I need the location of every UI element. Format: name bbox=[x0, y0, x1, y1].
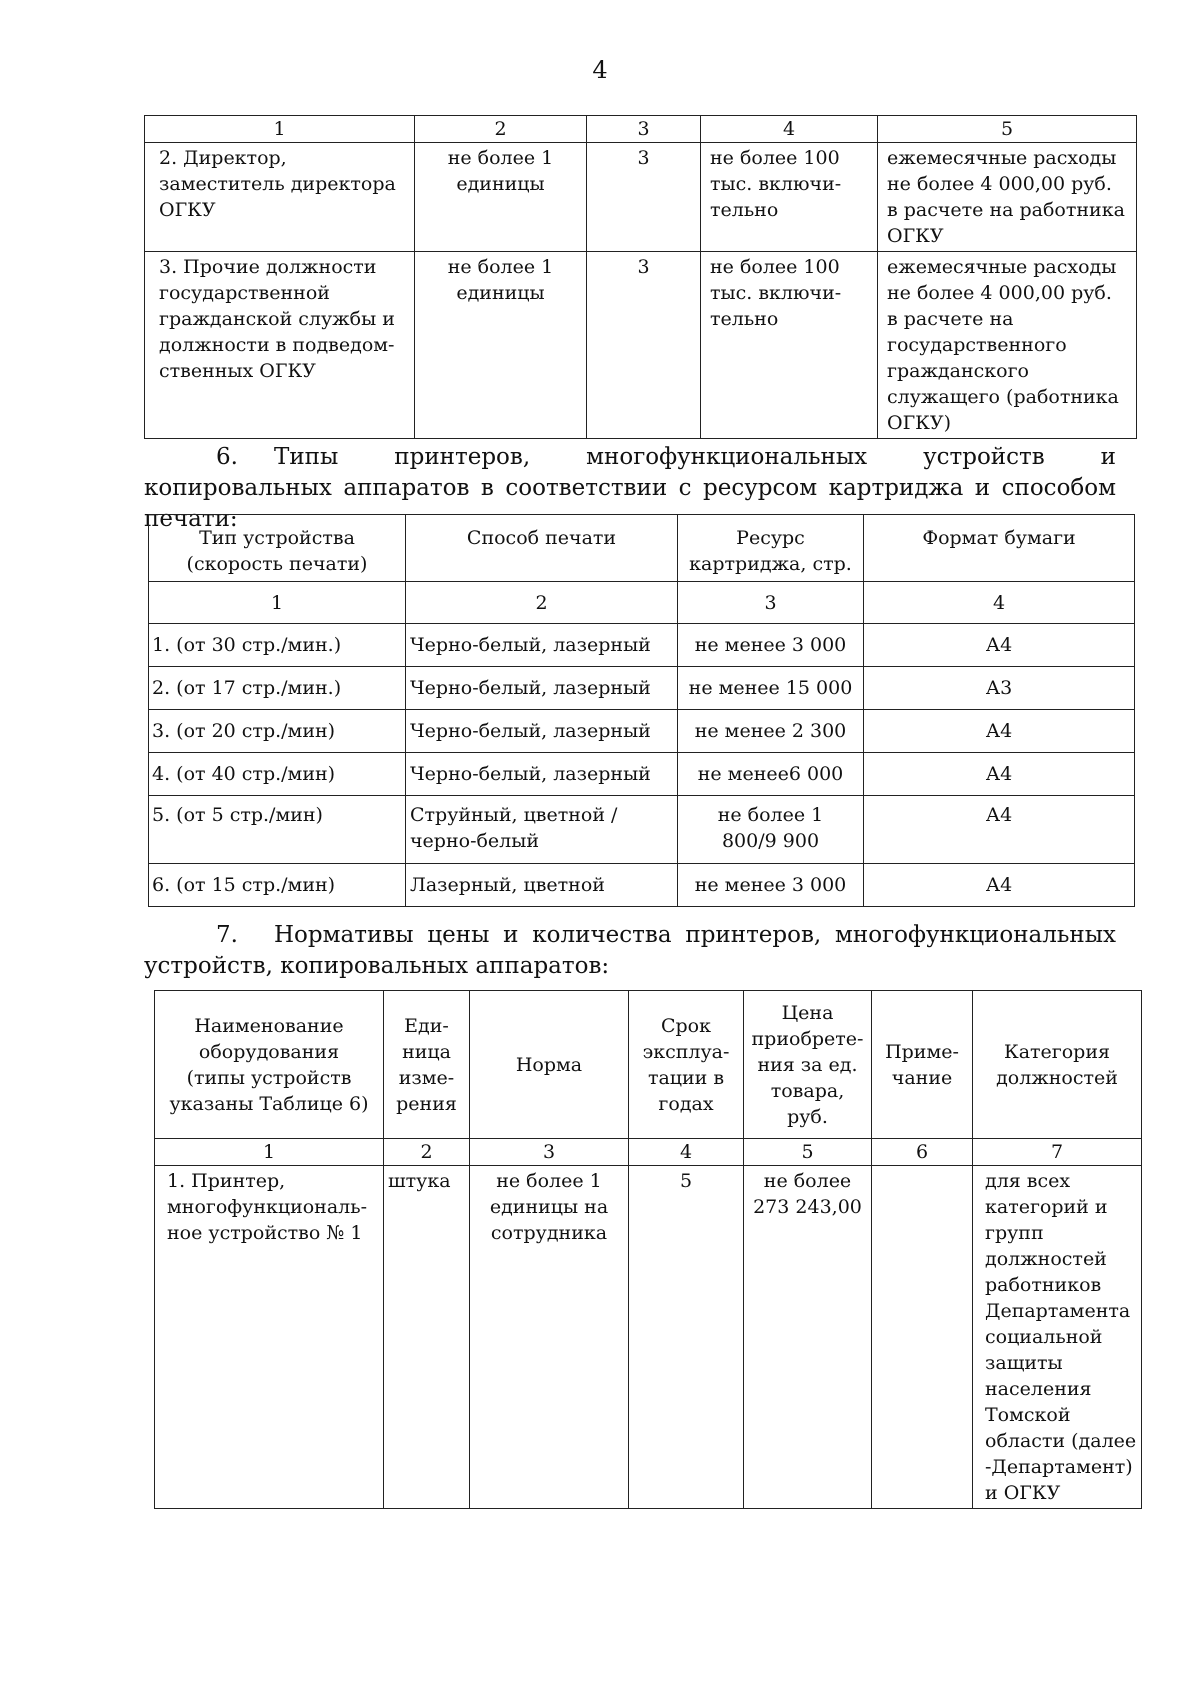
print-method-cell: Черно-белый, лазерный bbox=[406, 667, 678, 710]
table-row bbox=[145, 252, 1137, 439]
column-number: 1 bbox=[145, 116, 415, 143]
header-device-type: Тип устройства (скорость печати) bbox=[149, 515, 406, 582]
device-type-cell: 1. (от 30 стр./мин.) bbox=[149, 624, 406, 667]
header-unit: Еди-ница изме-рения bbox=[384, 991, 470, 1139]
column-number: 7 bbox=[973, 1139, 1142, 1166]
device-type-cell: 2. (от 17 стр./мин.) bbox=[149, 667, 406, 710]
header-service-life: Срок эксплуа-тации в годах bbox=[629, 991, 744, 1139]
format-cell: А4 bbox=[864, 710, 1135, 753]
header-category: Категория должностей bbox=[973, 991, 1142, 1139]
device-type-cell: 3. (от 20 стр./мин) bbox=[149, 710, 406, 753]
quantity-cell: не более 1 единицы bbox=[415, 143, 587, 252]
header-cartridge-resource: Ресурс картриджа, стр. bbox=[678, 515, 864, 582]
column-number: 5 bbox=[878, 116, 1137, 143]
column-number: 3 bbox=[587, 116, 701, 143]
equipment-name-cell: 1. Принтер, многофункциональ-ное устройство № 1 bbox=[155, 1166, 384, 1509]
term-cell: 3 bbox=[587, 252, 701, 439]
column-number: 3 bbox=[470, 1139, 629, 1166]
table-row bbox=[149, 667, 1135, 710]
column-number: 1 bbox=[155, 1139, 384, 1166]
position-cell: 3. Прочие должности государственной гражданской службы и должности в подведом-ственных ОГКУ bbox=[145, 252, 415, 439]
header-price: Цена приобрете-ния за ед. товара, руб. bbox=[744, 991, 872, 1139]
section-number: 7. bbox=[216, 922, 238, 948]
column-number: 4 bbox=[864, 582, 1135, 624]
table-header-row bbox=[145, 116, 1137, 143]
resource-cell: не менее6 000 bbox=[678, 753, 864, 796]
norms-table-continued bbox=[144, 115, 1137, 439]
limit-cell: не более 100 тыс. включи-тельно bbox=[701, 143, 878, 252]
section-number: 6. bbox=[216, 444, 238, 470]
print-method-cell: Черно-белый, лазерный bbox=[406, 710, 678, 753]
page-number: 4 bbox=[592, 56, 608, 84]
header-equipment-name: Наименование оборудования (типы устройств указаны Таблице 6) bbox=[155, 991, 384, 1139]
header-norm: Норма bbox=[470, 991, 629, 1139]
format-cell: А3 bbox=[864, 667, 1135, 710]
header-print-method: Способ печати bbox=[406, 515, 678, 582]
column-number: 1 bbox=[149, 582, 406, 624]
table-header-row bbox=[155, 991, 1142, 1139]
resource-cell: не менее 2 300 bbox=[678, 710, 864, 753]
format-cell: А4 bbox=[864, 796, 1135, 864]
quantity-cell: не более 1 единицы bbox=[415, 252, 587, 439]
device-type-cell: 5. (от 5 стр./мин) bbox=[149, 796, 406, 864]
table-row bbox=[149, 624, 1135, 667]
format-cell: А4 bbox=[864, 753, 1135, 796]
service-life-cell: 5 bbox=[629, 1166, 744, 1509]
print-method-cell: Лазерный, цветной bbox=[406, 864, 678, 907]
resource-cell: не менее 3 000 bbox=[678, 864, 864, 907]
table-row bbox=[155, 1166, 1142, 1509]
norm-cell: не более 1 единицы на сотрудника bbox=[470, 1166, 629, 1509]
category-cell: для всех категорий и групп должностей работников Департамента социальной защиты населения Томской области (далее -Департамент) и ОГКУ bbox=[973, 1166, 1142, 1509]
resource-cell: не менее 3 000 bbox=[678, 624, 864, 667]
section-text: Нормативы цены и количества принтеров, многофункциональных устройств, копировальных аппаратов: bbox=[144, 922, 1116, 979]
position-cell: 2. Директор, заместитель директора ОГКУ bbox=[145, 143, 415, 252]
expense-cell: ежемесячные расходы не более 4 000,00 руб. в расчете на государственного гражданского служащего (работника ОГКУ) bbox=[878, 252, 1137, 439]
table-number-row bbox=[155, 1139, 1142, 1166]
column-number: 4 bbox=[629, 1139, 744, 1166]
resource-cell: не более 1 800/9 900 bbox=[678, 796, 864, 864]
format-cell: А4 bbox=[864, 624, 1135, 667]
header-note: Приме-чание bbox=[872, 991, 973, 1139]
column-number: 2 bbox=[415, 116, 587, 143]
table-number-row bbox=[149, 582, 1135, 624]
resource-cell: не менее 15 000 bbox=[678, 667, 864, 710]
device-type-cell: 6. (от 15 стр./мин) bbox=[149, 864, 406, 907]
table-row bbox=[149, 864, 1135, 907]
print-method-cell: Черно-белый, лазерный bbox=[406, 753, 678, 796]
column-number: 3 bbox=[678, 582, 864, 624]
table-row bbox=[149, 796, 1135, 864]
column-number: 4 bbox=[701, 116, 878, 143]
table-row bbox=[149, 710, 1135, 753]
column-number: 2 bbox=[384, 1139, 470, 1166]
unit-cell: штука bbox=[384, 1166, 470, 1509]
limit-cell: не более 100 тыс. включи-тельно bbox=[701, 252, 878, 439]
printer-types-table bbox=[148, 514, 1135, 907]
note-cell bbox=[872, 1166, 973, 1509]
print-method-cell: Струйный, цветной / черно-белый bbox=[406, 796, 678, 864]
term-cell: 3 bbox=[587, 143, 701, 252]
header-paper-format: Формат бумаги bbox=[864, 515, 1135, 582]
table-row bbox=[145, 143, 1137, 252]
price-norms-table bbox=[154, 990, 1142, 1509]
format-cell: А4 bbox=[864, 864, 1135, 907]
section-7-heading bbox=[144, 920, 1116, 982]
price-cell: не более 273 243,00 bbox=[744, 1166, 872, 1509]
device-type-cell: 4. (от 40 стр./мин) bbox=[149, 753, 406, 796]
section-text: Типы принтеров, многофункциональных устройств и копировальных аппаратов в соответствии с ресурсом картриджа и способом печати: bbox=[144, 444, 1116, 532]
column-number: 6 bbox=[872, 1139, 973, 1166]
print-method-cell: Черно-белый, лазерный bbox=[406, 624, 678, 667]
table-row bbox=[149, 753, 1135, 796]
table-header-row bbox=[149, 515, 1135, 582]
expense-cell: ежемесячные расходы не более 4 000,00 руб. в расчете на работника ОГКУ bbox=[878, 143, 1137, 252]
column-number: 2 bbox=[406, 582, 678, 624]
column-number: 5 bbox=[744, 1139, 872, 1166]
